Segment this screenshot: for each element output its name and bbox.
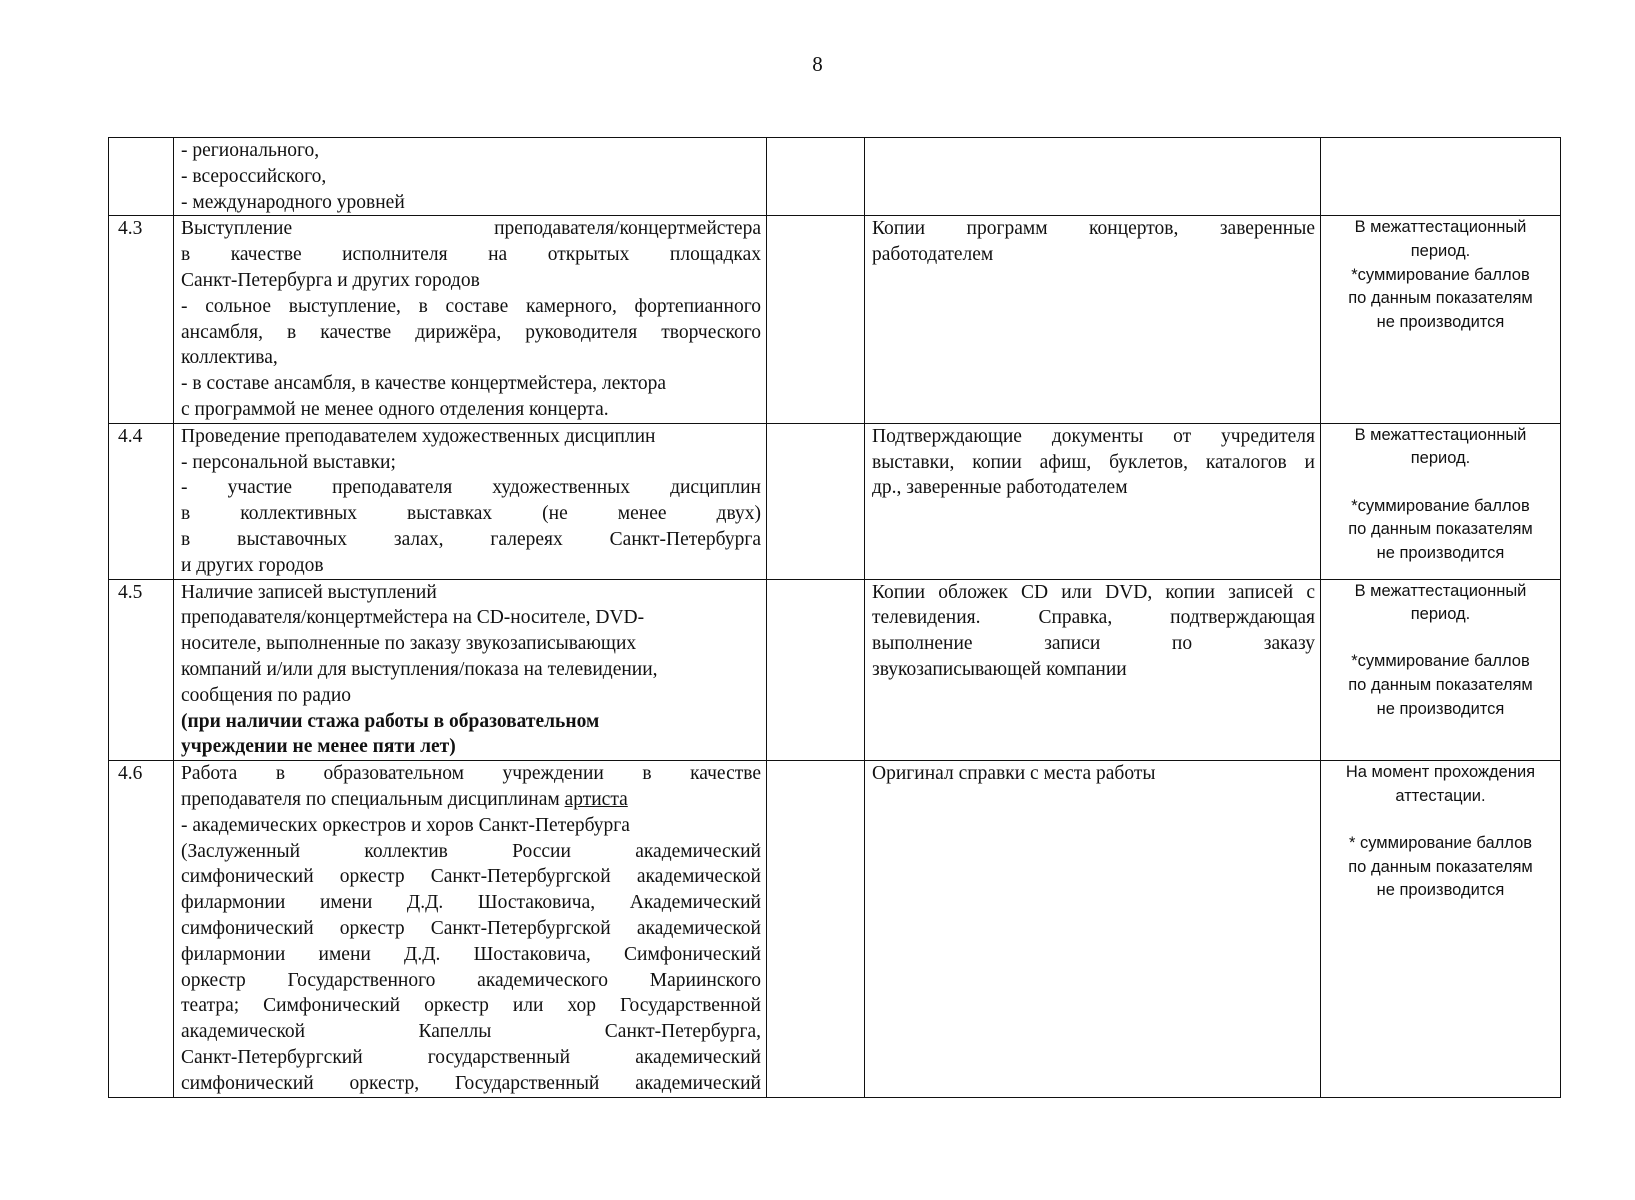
period-spacer [1325, 808, 1556, 832]
document-line: Копии обложек CD или DVD, копии записей с [872, 581, 1315, 603]
empty-cell [767, 579, 865, 761]
period-cell [1321, 138, 1561, 216]
criterion-line: Проведение преподавателем художественных дисциплин [181, 425, 656, 447]
criterion-line: театра; Симфонический оркестр или хор Государственной [181, 995, 761, 1017]
criterion-line: филармонии имени Д.Д. Шостаковича, Академический [181, 892, 761, 914]
period-line: по данным показателям [1348, 857, 1533, 876]
criterion-cell [174, 579, 767, 761]
document-line: др., заверенные работодателем [872, 477, 1128, 499]
criterion-line [181, 787, 761, 813]
criterion-line: академической Капеллы Санкт-Петербурга, [181, 1021, 761, 1043]
documents-cell [865, 138, 1321, 216]
criterion-line-bold: учреждении не менее пяти лет) [181, 736, 456, 758]
period-cell [1321, 579, 1561, 761]
documents-cell [865, 216, 1321, 423]
criterion-line: в выставочных залах, галереях Санкт-Петербурга [181, 528, 761, 550]
documents-cell [865, 423, 1321, 579]
document-line: звукозаписывающей компании [872, 658, 1127, 680]
criterion-line: - персональной выставки; [181, 451, 396, 473]
period-line: не производится [1376, 543, 1505, 562]
row-number-cell: 4.5 [109, 579, 174, 761]
criterion-line: - регионального, [181, 140, 320, 161]
criterion-line: Выступление преподавателя/концертмейстера [181, 218, 761, 240]
criterion-cell [174, 761, 767, 1098]
criterion-line: в коллективных выставках (не менее двух) [181, 503, 761, 525]
period-line: В межаттестационный [1354, 581, 1527, 600]
period-spacer [1325, 471, 1556, 495]
criterion-line: - международного уровней [181, 191, 405, 213]
period-cell [1321, 216, 1561, 423]
criterion-line: оркестр Государственного академического Мариинского [181, 969, 761, 991]
period-line: *суммирование баллов [1351, 265, 1530, 284]
period-cell [1321, 423, 1561, 579]
criterion-text: преподавателя по специальным дисциплинам [181, 788, 565, 810]
empty-cell [767, 138, 865, 216]
criterion-cell [174, 138, 767, 216]
period-line: период. [1410, 241, 1471, 260]
table-row [109, 423, 1561, 579]
period-cell [1321, 761, 1561, 1098]
criterion-line: - в составе ансамбля, в качестве концертмейстера, лектора [181, 373, 666, 395]
criterion-line: коллектива, [181, 347, 278, 369]
criterion-line: Санкт-Петербурга и других городов [181, 269, 480, 291]
documents-cell [865, 761, 1321, 1098]
criteria-table [108, 137, 1561, 1098]
period-line: по данным показателям [1348, 675, 1533, 694]
criterion-line: Санкт-Петербургский государственный академический [181, 1046, 761, 1068]
criterion-line: Наличие записей выступлений [181, 581, 437, 603]
period-line: по данным показателям [1348, 520, 1533, 539]
document-line: Оригинал справки с места работы [872, 763, 1156, 785]
table-row [109, 579, 1561, 761]
empty-cell [767, 761, 865, 1098]
period-line: В межаттестационный [1354, 218, 1527, 237]
table-row [109, 138, 1561, 216]
period-line: по данным показателям [1348, 289, 1533, 308]
period-line: не производится [1376, 881, 1505, 900]
criterion-line: (Заслуженный коллектив России академический [181, 840, 761, 862]
row-number-cell [109, 138, 174, 216]
row-number-cell: 4.6 [109, 761, 174, 1098]
period-line: * суммирование баллов [1348, 833, 1533, 852]
period-line: не производится [1376, 312, 1505, 331]
empty-cell [767, 216, 865, 423]
period-line: *суммирование баллов [1351, 652, 1530, 671]
criterion-line: ансамбля, в качестве дирижёра, руководителя творческого [181, 321, 761, 343]
table-row [109, 216, 1561, 423]
criterion-line: симфонический оркестр Санкт-Петербургской академической [181, 917, 761, 939]
document-line: выставки, копии афиш, буклетов, каталогов и [872, 451, 1315, 473]
criterion-line: симфонический оркестр, Государственный академический [181, 1072, 761, 1094]
criterion-line: Работа в образовательном учреждении в качестве [181, 763, 761, 785]
criterion-line: - сольное выступление, в составе камерного, фортепианного [181, 295, 761, 317]
criterion-cell [174, 423, 767, 579]
page-number: 8 [812, 52, 823, 76]
criterion-line-bold: (при наличии стажа работы в образовательном [181, 710, 600, 732]
criterion-line: преподавателя/концертмейстера на CD-носителе, DVD- [181, 607, 645, 629]
period-line: не производится [1376, 699, 1505, 718]
period-line: В межаттестационный [1354, 425, 1527, 444]
criterion-line: носителе, выполненные по заказу звукозаписывающих [181, 633, 637, 655]
document-line: Подтверждающие документы от учредителя [872, 425, 1315, 447]
criterion-line: в качестве исполнителя на открытых площадках [181, 244, 761, 266]
period-line: период. [1410, 605, 1471, 624]
criterion-line: сообщения по радио [181, 684, 352, 706]
criterion-line: и других городов [181, 554, 324, 576]
row-number-cell: 4.3 [109, 216, 174, 423]
criterion-line: с программой не менее одного отделения концерта. [181, 398, 609, 420]
criterion-line: симфонический оркестр Санкт-Петербургской академической [181, 866, 761, 888]
period-spacer [1325, 627, 1556, 651]
period-line: *суммирование баллов [1351, 496, 1530, 515]
row-number-cell: 4.4 [109, 423, 174, 579]
document-line: Копии программ концертов, заверенные [872, 218, 1315, 240]
period-line: период. [1410, 449, 1471, 468]
document-line: выполнение записи по заказу [872, 633, 1315, 655]
empty-cell [767, 423, 865, 579]
criterion-line: филармонии имени Д.Д. Шостаковича, Симфонический [181, 943, 761, 965]
criterion-line: - академических оркестров и хоров Санкт-Петербурга [181, 814, 630, 836]
underlined-word: артиста [564, 788, 628, 810]
criterion-cell [174, 216, 767, 423]
criterion-line: - участие преподавателя художественных дисциплин [181, 477, 761, 499]
document-line: телевидения. Справка, подтверждающая [872, 607, 1315, 629]
document-line: работодателем [872, 244, 994, 266]
criterion-line: компаний и/или для выступления/показа на телевидении, [181, 658, 658, 680]
documents-cell [865, 579, 1321, 761]
period-line: На момент прохождения [1345, 763, 1536, 782]
period-line: аттестации. [1395, 786, 1486, 805]
table-row [109, 761, 1561, 1098]
criterion-line: - всероссийского, [181, 165, 327, 187]
